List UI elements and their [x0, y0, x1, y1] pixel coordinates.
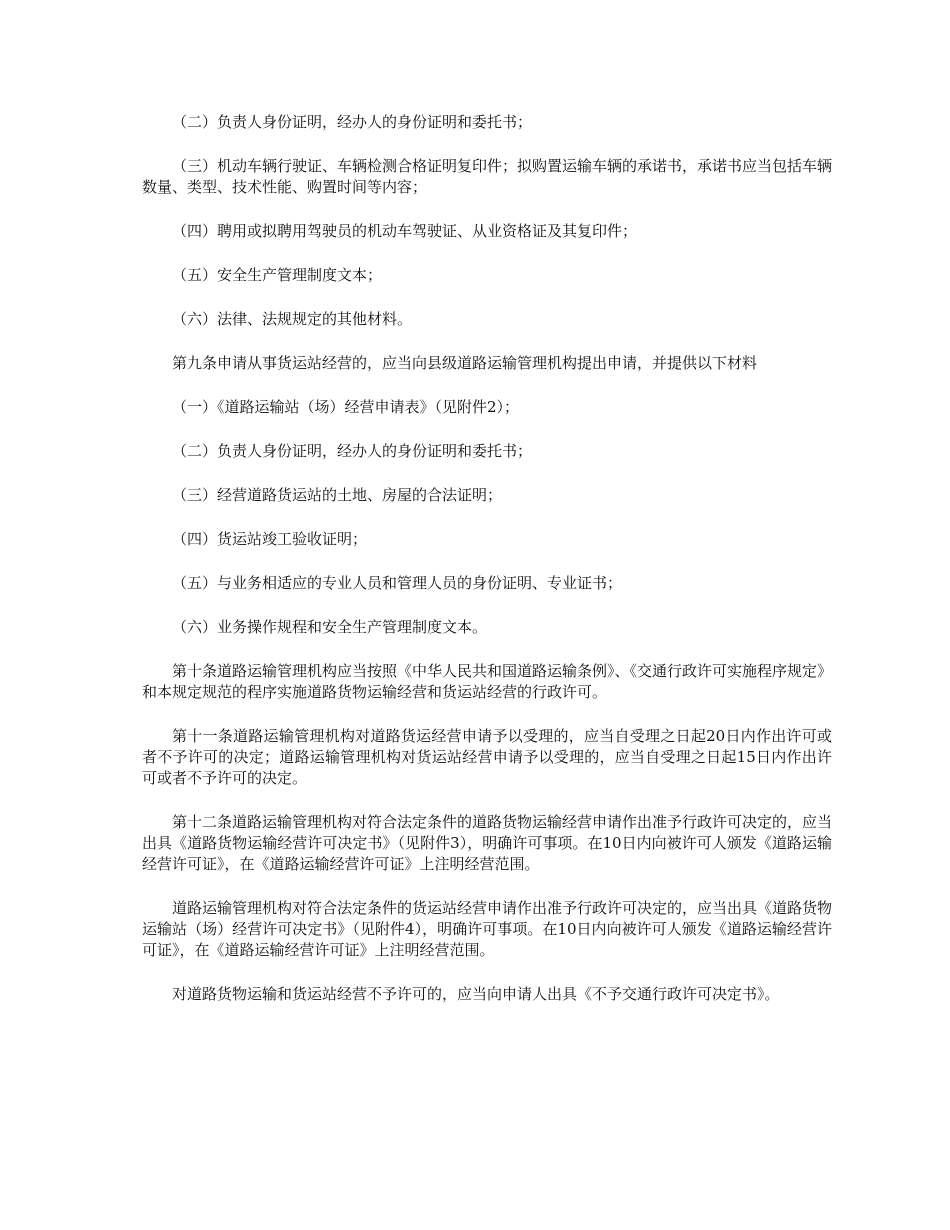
paragraph-station-item-1: （一）《道路运输站（场）经营申请表》（见附件2）； [172, 398, 520, 416]
paragraph-article-10: 第十条道路运输管理机构应当按照《中华人民共和国道路运输条例》、《交通行政许可实施程序规定》和本规定规范的程序实施道路货物运输经营和货运站经营的行政许可。 [142, 662, 833, 701]
paragraph-item-2-id-cert: （二）负责人身份证明，经办人的身份证明和委托书； [172, 113, 533, 131]
paragraph-item-5-safety-rules: （五）安全生产管理制度文本； [172, 266, 383, 284]
paragraph-refusal-decision: 对道路货物运输和货运站经营不予许可的，应当向申请人出具《不予交通行政许可决定书》。 [172, 985, 780, 1003]
paragraph-station-item-5: （五）与业务相适应的专业人员和管理人员的身份证明、专业证书； [172, 574, 623, 592]
paragraph-item-3-vehicle-docs: （三）机动车辆行驶证、车辆检测合格证明复印件；拟购置运输车辆的承诺书，承诺书应当包括车辆数量、类型、技术性能、购置时间等内容； [142, 157, 833, 196]
paragraph-article-12: 第十二条道路运输管理机构对符合法定条件的道路货物运输经营申请作出准予行政许可决定的，应当出具《道路货物运输经营许可决定书》（见附件3），明确许可事项。在10日内向被许可人颁发《道路运输经营许可证》，在《道路运输经营许可证》上注明经营范围。 [142, 813, 833, 873]
paragraph-station-item-4: （四）货运站竣工验收证明； [172, 530, 368, 548]
paragraph-station-item-3: （三）经营道路货运站的土地、房屋的合法证明； [172, 486, 503, 504]
paragraph-article-11: 第十一条道路运输管理机构对道路货运经营申请予以受理的，应当自受理之日起20日内作出许可或者不予许可的决定；道路运输管理机构对货运站经营申请予以受理的，应当自受理之日起15日内作出许可或者不予许可的决定。 [142, 727, 832, 787]
paragraph-station-permit-decision: 道路运输管理机构对符合法定条件的货运站经营申请作出准予行政许可决定的，应当出具《道路货物运输站（场）经营许可决定书》（见附件4），明确许可事项。在10日内向被许可人颁发《道路运输经营许可证》，在《道路运输经营许可证》上注明经营范围。 [142, 899, 833, 959]
paragraph-item-4-driver-license: （四）聘用或拟聘用驾驶员的机动车驾驶证、从业资格证及其复印件； [172, 222, 638, 240]
paragraph-station-item-6: （六）业务操作规程和安全生产管理制度文本。 [172, 618, 488, 636]
document-page [142, 112, 832, 1028]
paragraph-station-item-2: （二）负责人身份证明，经办人的身份证明和委托书； [172, 442, 533, 460]
paragraph-article-9: 第九条申请从事货运站经营的，应当向县级道路运输管理机构提出申请，并提供以下材料 [172, 354, 758, 372]
paragraph-item-6-other-materials: （六）法律、法规规定的其他材料。 [172, 310, 413, 328]
